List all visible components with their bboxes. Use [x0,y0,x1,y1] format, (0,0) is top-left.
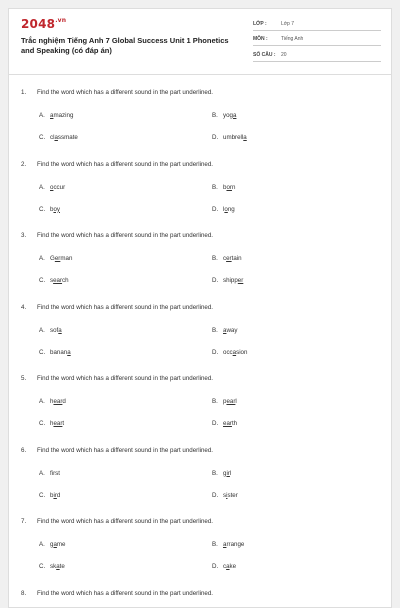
option-word-pre: b [223,184,226,191]
question-prompt [21,447,391,455]
answer-options [21,312,391,372]
question-number: 5. [21,375,37,383]
question-list [9,75,391,608]
option-word [223,470,231,477]
answer-options [21,526,391,586]
question-number: 1. [21,89,37,97]
option-word [223,206,235,213]
answer-option[interactable] [212,255,242,262]
option-word-post: n [232,184,235,191]
answer-option[interactable] [212,349,247,356]
option-word-underlined: o [50,184,53,191]
option-word-pre: g [223,470,226,477]
option-word [50,206,60,213]
question-prompt [21,590,391,598]
question-number: 7. [21,518,37,526]
question-text: Find the word which has a different sound in the part underlined. [37,375,213,383]
option-word-post: man [60,255,72,262]
question-text: Find the word which has a different sound in the part underlined. [37,447,213,455]
option-word [223,134,247,141]
answer-option[interactable] [212,112,236,119]
answer-options [21,598,391,608]
option-word [223,492,238,499]
option-letter: D. [212,420,223,427]
option-word [50,112,73,119]
meta-class-label: LỚP : [253,21,281,27]
meta-subject-value: Tiếng Anh [281,36,303,42]
option-word [50,492,60,499]
option-word-post: l [235,398,236,405]
option-word-post: ke [230,563,237,570]
question-text: Find the word which has a different sound in the part underlined. [37,89,213,97]
option-letter: C. [39,349,50,356]
question-prompt [21,232,391,240]
option-letter: A. [39,398,50,405]
option-word-underlined: er [226,255,232,262]
option-word-underlined: a [67,349,70,356]
option-letter: B. [212,184,223,191]
answer-option[interactable] [212,206,235,213]
option-word-underlined: ear [223,420,232,427]
option-letter: A. [39,327,50,334]
option-word-pre: sk [50,563,56,570]
option-letter: B. [212,255,223,262]
answer-options [21,383,391,443]
option-letter: A. [39,184,50,191]
option-word-post: ster [227,492,237,499]
option-word [223,420,237,427]
option-word-pre: h [50,398,53,405]
option-letter: D. [212,563,223,570]
option-word-post: rrange [226,541,244,548]
answer-options [21,455,391,515]
question-prompt [21,89,391,97]
option-word-underlined: ear [53,420,62,427]
option-letter: A. [39,255,50,262]
option-word [50,420,64,427]
answer-option[interactable] [212,563,236,570]
question-prompt [21,518,391,526]
option-word-post: d [57,492,60,499]
option-letter: D. [212,277,223,284]
question-number: 6. [21,447,37,455]
option-word-pre: b [50,492,53,499]
question-item [21,161,391,233]
option-word-post: t [62,420,64,427]
option-word-post: d [62,398,65,405]
logo-suffix-text: .vn [55,17,66,24]
option-letter: A. [39,470,50,477]
option-letter: D. [212,349,223,356]
answer-option[interactable] [212,277,243,284]
option-word-pre: occ [223,349,233,356]
option-word-pre: cl [50,134,54,141]
question-prompt [21,161,391,169]
meta-subject-row [253,34,381,47]
worksheet-page [8,8,392,608]
answer-options [21,97,391,157]
option-letter: A. [39,541,50,548]
option-letter: C. [39,492,50,499]
option-letter: D. [212,134,223,141]
option-word [223,112,236,119]
option-word-post: l [230,470,231,477]
question-item [21,518,391,590]
answer-option[interactable] [39,134,78,141]
option-word-post: sion [236,349,247,356]
option-word-pre: yog [223,112,233,119]
answer-option[interactable] [39,184,65,191]
option-word [50,398,66,405]
option-word-post: ssmate [58,134,78,141]
worksheet-header [9,9,391,75]
option-word-post: ccur [53,184,65,191]
question-item [21,590,391,608]
answer-option[interactable] [212,470,231,477]
option-word-pre: s [50,277,53,284]
option-word-post: me [57,541,66,548]
option-word-pre: G [50,255,55,262]
answer-option[interactable] [39,470,60,477]
answer-option[interactable] [39,277,69,284]
option-letter: A. [39,112,50,119]
option-word-pre: s [223,492,226,499]
option-word-underlined: a [56,563,59,570]
option-word-pre: h [50,420,53,427]
question-text: Find the word which has a different sound in the part underlined. [37,590,213,598]
option-word-underlined: a [233,112,236,119]
option-letter: C. [39,277,50,284]
question-item [21,375,391,447]
option-word [50,277,69,284]
option-word-underlined: a [226,563,229,570]
option-word-pre: p [223,398,226,405]
option-word-underlined: a [223,541,226,548]
option-word-underlined: ear [53,277,62,284]
option-word-underlined: o [224,206,227,213]
question-item [21,232,391,304]
question-item [21,89,391,161]
answer-option[interactable] [39,327,62,334]
question-number: 8. [21,590,37,598]
option-word-underlined: er [55,255,61,262]
option-word [223,184,235,191]
meta-count-row [253,49,381,62]
question-prompt [21,304,391,312]
option-letter: B. [212,470,223,477]
option-word [223,398,237,405]
option-word-underlined: ear [226,398,235,405]
question-item [21,447,391,519]
question-item [21,304,391,376]
option-word-underlined: a [54,134,57,141]
meta-class-row [253,18,381,31]
logo-main-text: 2048 [21,17,55,31]
question-number: 2. [21,161,37,169]
option-word [50,255,72,262]
answer-option[interactable] [212,492,238,499]
option-letter: B. [212,541,223,548]
answer-option[interactable] [212,184,235,191]
answer-option[interactable] [212,420,237,427]
option-word [50,134,78,141]
option-letter: D. [212,206,223,213]
option-word-underlined: a [233,349,236,356]
option-word-post: way [226,327,237,334]
option-word-underlined: a [50,112,53,119]
answer-options [21,169,391,229]
option-letter: B. [212,398,223,405]
option-letter: C. [39,563,50,570]
option-word-underlined: a [223,327,226,334]
question-text: Find the word which has a different sound in the part underlined. [37,161,213,169]
option-letter: D. [212,492,223,499]
meta-class-value: Lớp 7 [281,21,294,27]
option-letter: B. [212,327,223,334]
answer-option[interactable] [39,398,66,405]
option-word-pre: b [50,206,53,213]
meta-count-value: 20 [281,52,287,58]
option-word [50,541,66,548]
answer-options [21,240,391,300]
option-word-underlined: oy [53,206,60,213]
option-word-underlined: or [226,184,232,191]
question-text: Find the word which has a different sound in the part underlined. [37,518,213,526]
option-word-pre: first [50,470,60,477]
option-word-pre: sof [50,327,58,334]
option-word [223,327,237,334]
answer-option[interactable] [212,134,247,141]
answer-option[interactable] [212,398,237,405]
option-word [50,327,62,334]
answer-option[interactable] [212,541,244,548]
option-word [223,541,244,548]
question-number: 3. [21,232,37,240]
answer-option[interactable] [39,112,73,119]
worksheet-title: Trắc nghiệm Tiếng Anh 7 Global Success Unit 1 Phonetics and Speaking (có đáp án) [21,36,231,56]
option-word-underlined: ir [53,492,56,499]
answer-option[interactable] [39,541,66,548]
option-letter: C. [39,134,50,141]
option-letter: C. [39,206,50,213]
question-text: Find the word which has a different sound in the part underlined. [37,304,213,312]
option-word-underlined: i [226,492,227,499]
answer-option[interactable] [39,206,60,213]
option-word [50,349,71,356]
option-word-underlined: a [243,134,246,141]
option-word-post: tain [232,255,242,262]
answer-option[interactable] [212,327,237,334]
option-word-pre: umbrell [223,134,243,141]
question-text: Find the word which has a different sound in the part underlined. [37,232,213,240]
option-word [50,184,65,191]
option-word-post: ng [228,206,235,213]
question-prompt [21,375,391,383]
answer-option[interactable] [39,349,71,356]
option-word-pre: banan [50,349,67,356]
answer-option[interactable] [39,255,72,262]
option-word [50,470,60,477]
option-word-post: th [232,420,237,427]
option-letter: C. [39,420,50,427]
option-word-underlined: er [238,277,244,284]
option-word-underlined: a [58,327,61,334]
answer-option[interactable] [39,420,64,427]
option-word-post: ch [62,277,69,284]
option-word-post: mazing [53,112,73,119]
option-word [223,349,247,356]
answer-option[interactable] [39,563,65,570]
option-word [50,563,65,570]
answer-option[interactable] [39,492,60,499]
option-word [223,255,242,262]
option-word-pre: l [223,206,224,213]
option-word-pre: c [223,255,226,262]
worksheet-meta [253,18,381,65]
meta-subject-label: MÔN : [253,36,281,42]
option-word-pre: c [223,563,226,570]
option-word-post: te [60,563,65,570]
meta-count-label: SỐ CÂU : [253,52,281,58]
option-word [223,277,243,284]
option-word-pre: shipp [223,277,238,284]
question-number: 4. [21,304,37,312]
option-word [223,563,236,570]
option-word-underlined: ear [53,398,62,405]
option-letter: B. [212,112,223,119]
option-word-pre: g [50,541,53,548]
option-word-underlined: ir [226,470,229,477]
option-word-underlined: a [53,541,56,548]
